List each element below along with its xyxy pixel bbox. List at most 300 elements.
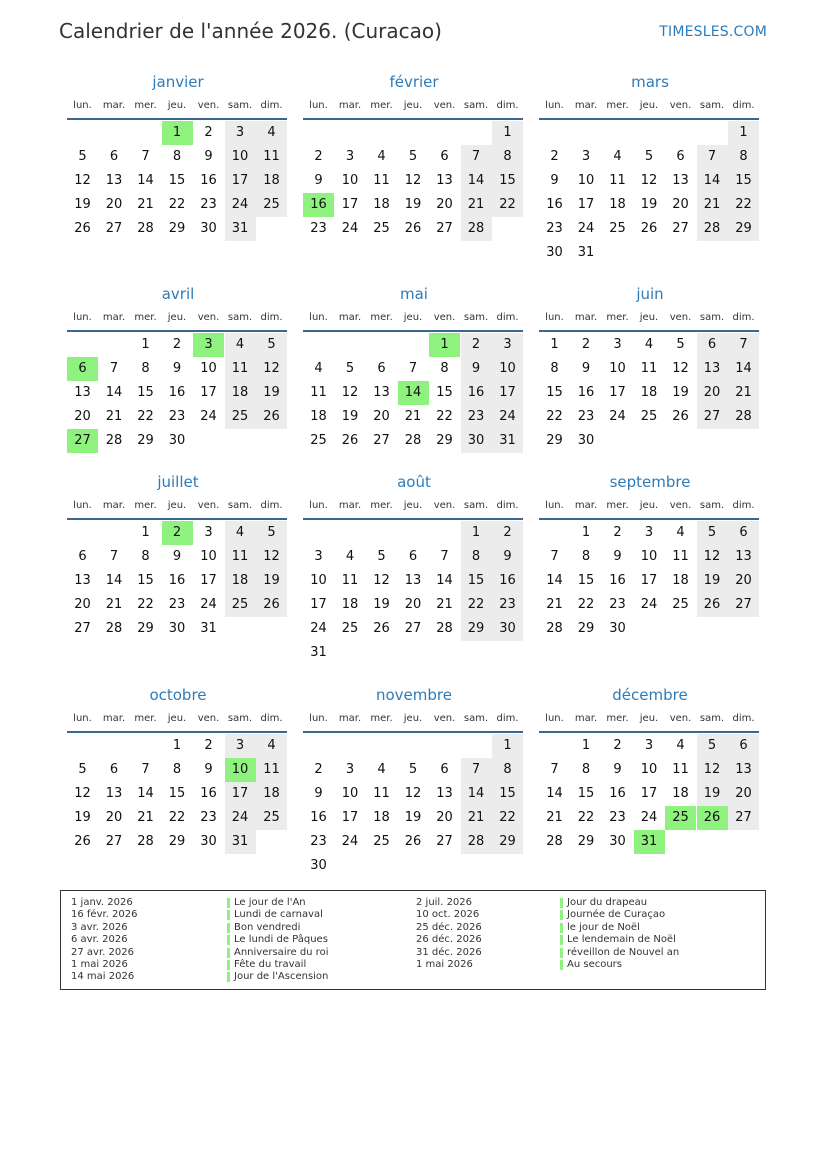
day-cell: 20 [404, 597, 422, 612]
day-cell: 17 [577, 197, 595, 212]
month-divider [67, 731, 287, 733]
day-cell: 6 [676, 149, 685, 164]
day-cell: 10 [640, 549, 658, 564]
day-cell: 23 [492, 593, 523, 617]
day-cell: 2 [204, 738, 213, 753]
day-cell: 31 [310, 645, 327, 660]
month-name: octobre [149, 686, 207, 704]
legend-holiday-name: réveillon de Nouvel an [567, 946, 680, 958]
day-cell: 11 [225, 545, 256, 569]
day-cell: 29 [168, 221, 186, 236]
day-cell: 6 [440, 762, 449, 777]
day-cell: 12 [672, 361, 689, 376]
day-cell: 20 [697, 381, 728, 405]
day-cell: 4 [676, 525, 685, 540]
weekday-label: lun. [545, 713, 564, 724]
legend-date: 14 mai 2026 [71, 971, 135, 983]
day-cell: 30 [492, 617, 523, 641]
day-cell: 26 [672, 409, 689, 424]
day-cell: 28 [404, 433, 422, 448]
day-cell: 10 [200, 549, 217, 564]
weekday-label: jeu. [167, 713, 187, 724]
weekday-label: mer. [370, 713, 393, 724]
legend-holiday-name: Le lundi de Pâques [234, 934, 328, 946]
legend-holiday-name: Journée de Curaçao [567, 909, 666, 921]
day-cell: 18 [310, 409, 327, 424]
day-cell: 24 [341, 834, 359, 849]
day-cell: 8 [492, 758, 523, 782]
day-cell: 26 [697, 593, 728, 617]
day-cell: 11 [373, 786, 390, 801]
day-cell: 27 [436, 834, 453, 849]
holiday-legend [60, 890, 766, 990]
day-cell: 23 [609, 597, 626, 612]
day-cell: 12 [74, 173, 91, 188]
day-cell: 20 [105, 810, 123, 825]
weekday-label: sam. [227, 312, 253, 323]
day-cell: 4 [613, 149, 622, 164]
day-cell: 28 [137, 221, 154, 236]
day-cell: 2 [314, 762, 323, 777]
month-name: mars [631, 73, 669, 91]
legend-date: 10 oct. 2026 [416, 909, 480, 921]
weekday-label: jeu. [639, 100, 659, 111]
weekday-label: mar. [574, 500, 598, 511]
day-cell: 21 [697, 193, 728, 217]
day-cell: 24 [492, 405, 523, 429]
day-cell: 24 [225, 193, 256, 217]
month-name: avril [161, 285, 195, 303]
day-cell: 4 [225, 521, 256, 545]
day-cell: 15 [577, 573, 595, 588]
day-cell: 16 [168, 385, 186, 400]
weekday-label: dim. [496, 100, 519, 111]
day-cell: 15 [168, 786, 186, 801]
legend-date: 2 juil. 2026 [416, 897, 473, 908]
day-cell: 25 [225, 405, 256, 429]
day-cell: 13 [728, 545, 759, 569]
day-cell: 16 [461, 381, 492, 405]
day-cell: 20 [728, 569, 759, 593]
day-cell: 22 [168, 810, 186, 825]
month-name: janvier [152, 73, 204, 91]
day-cell: 24 [200, 597, 217, 612]
holiday-day-cell: 1 [162, 121, 193, 145]
day-cell: 2 [550, 149, 559, 164]
day-cell: 28 [105, 433, 123, 448]
legend-holiday-name: Fête du travail [234, 959, 307, 970]
legend-color-marker [227, 910, 230, 920]
weekday-label: mar. [338, 500, 362, 511]
day-cell: 13 [105, 173, 123, 188]
month-divider [303, 518, 523, 520]
day-cell: 7 [440, 549, 449, 564]
day-cell: 9 [172, 549, 182, 564]
day-cell: 27 [728, 806, 759, 830]
legend-date: 25 déc. 2026 [416, 921, 482, 933]
day-cell: 23 [310, 221, 327, 236]
day-cell: 5 [78, 149, 87, 164]
weekday-label: ven. [433, 713, 456, 724]
day-cell: 19 [697, 569, 728, 593]
month-name: juin [636, 285, 664, 303]
day-cell: 22 [492, 193, 523, 217]
legend-color-marker [560, 935, 563, 945]
day-cell: 17 [225, 782, 256, 806]
month-name: août [397, 473, 431, 491]
day-cell: 28 [137, 834, 154, 849]
weekday-label: ven. [433, 500, 456, 511]
weekday-label: mar. [102, 500, 126, 511]
weekday-label: lun. [309, 500, 328, 511]
day-cell: 27 [373, 433, 390, 448]
legend-color-marker [227, 972, 230, 982]
day-cell: 13 [105, 786, 123, 801]
month-divider [539, 118, 759, 120]
day-cell: 31 [225, 830, 256, 854]
weekday-label: jeu. [403, 713, 423, 724]
day-cell: 2 [314, 149, 323, 164]
day-cell: 26 [404, 221, 422, 236]
day-cell: 27 [697, 405, 728, 429]
day-cell: 21 [546, 597, 563, 612]
day-cell: 28 [728, 405, 759, 429]
day-cell: 18 [225, 569, 256, 593]
day-cell: 11 [373, 173, 390, 188]
holiday-day-cell: 10 [225, 758, 256, 782]
day-cell: 23 [200, 197, 217, 212]
day-cell: 7 [728, 333, 759, 357]
day-cell: 10 [577, 173, 595, 188]
day-cell: 25 [373, 221, 390, 236]
legend-holiday-name: Lundi de carnaval [234, 909, 323, 921]
month-name: novembre [376, 686, 452, 704]
day-cell: 6 [728, 734, 759, 758]
day-cell: 26 [74, 221, 91, 236]
day-cell: 20 [436, 810, 453, 825]
day-cell: 12 [640, 173, 658, 188]
day-cell: 22 [137, 597, 154, 612]
day-cell: 4 [377, 149, 386, 164]
legend-date: 1 janv. 2026 [71, 897, 133, 908]
weekday-label: dim. [260, 312, 283, 323]
weekday-label: ven. [669, 713, 692, 724]
day-cell: 21 [546, 810, 563, 825]
weekday-label: mer. [606, 713, 629, 724]
day-cell: 29 [168, 834, 186, 849]
month-11 [539, 686, 761, 886]
weekday-label: lun. [545, 100, 564, 111]
day-cell: 23 [168, 597, 186, 612]
day-cell: 20 [105, 197, 123, 212]
day-cell: 18 [373, 810, 390, 825]
day-cell: 26 [404, 834, 422, 849]
day-cell: 15 [492, 782, 523, 806]
weekday-label: sam. [463, 100, 489, 111]
day-cell: 4 [345, 549, 355, 564]
day-cell: 31 [492, 429, 523, 453]
month-8 [539, 473, 761, 673]
holiday-day-cell: 14 [398, 381, 429, 405]
day-cell: 3 [492, 333, 523, 357]
day-cell: 17 [341, 197, 359, 212]
weekday-label: mar. [338, 312, 362, 323]
legend-holiday-name: Au secours [567, 959, 622, 970]
day-cell: 16 [310, 810, 327, 825]
day-cell: 2 [204, 125, 213, 140]
day-cell: 30 [461, 429, 492, 453]
day-cell: 16 [609, 786, 626, 801]
day-cell: 16 [200, 786, 217, 801]
day-cell: 25 [609, 221, 626, 236]
day-cell: 20 [74, 409, 91, 424]
day-cell: 5 [697, 734, 728, 758]
day-cell: 30 [168, 621, 186, 636]
weekday-label: lun. [309, 100, 328, 111]
day-cell: 5 [256, 333, 287, 357]
day-cell: 8 [141, 361, 150, 376]
day-cell: 3 [225, 734, 256, 758]
day-cell: 8 [461, 545, 492, 569]
day-cell: 27 [672, 221, 689, 236]
weekday-label: mer. [134, 713, 157, 724]
day-cell: 5 [697, 521, 728, 545]
day-cell: 14 [436, 573, 453, 588]
day-cell: 26 [256, 593, 287, 617]
day-cell: 11 [225, 357, 256, 381]
day-cell: 23 [577, 409, 595, 424]
day-cell: 24 [310, 621, 327, 636]
day-cell: 9 [613, 762, 622, 777]
weekday-label: mar. [102, 312, 126, 323]
weekday-label: dim. [260, 100, 283, 111]
day-cell: 10 [609, 361, 626, 376]
day-cell: 15 [728, 169, 759, 193]
day-cell: 29 [492, 830, 523, 854]
weekday-label: mar. [102, 713, 126, 724]
day-cell: 24 [609, 409, 626, 424]
day-cell: 13 [697, 357, 728, 381]
day-cell: 7 [109, 549, 119, 564]
day-cell: 7 [141, 149, 150, 164]
weekday-label: sam. [463, 713, 489, 724]
day-cell: 14 [546, 573, 563, 588]
day-cell: 31 [200, 621, 217, 636]
day-cell: 7 [697, 145, 728, 169]
month-divider [67, 118, 287, 120]
weekday-label: mar. [574, 100, 598, 111]
month-5 [539, 285, 761, 485]
month-name: mai [400, 285, 428, 303]
legend-holiday-name: Jour de l'Ascension [234, 971, 329, 983]
day-cell: 23 [310, 834, 327, 849]
day-cell: 9 [204, 762, 213, 777]
day-cell: 11 [640, 361, 658, 376]
day-cell: 17 [640, 786, 658, 801]
day-cell: 14 [697, 169, 728, 193]
legend-date: 27 avr. 2026 [71, 946, 134, 958]
weekday-label: dim. [496, 713, 519, 724]
holiday-day-cell: 27 [67, 429, 98, 453]
month-divider [539, 731, 759, 733]
day-cell: 5 [408, 149, 418, 164]
day-cell: 9 [613, 549, 622, 564]
day-cell: 17 [225, 169, 256, 193]
month-divider [67, 518, 287, 520]
day-cell: 6 [78, 549, 87, 564]
weekday-label: ven. [197, 713, 220, 724]
day-cell: 4 [377, 762, 386, 777]
day-cell: 25 [256, 806, 287, 830]
day-cell: 12 [74, 786, 91, 801]
day-cell: 25 [341, 621, 359, 636]
day-cell: 11 [341, 573, 359, 588]
day-cell: 19 [672, 385, 689, 400]
day-cell: 21 [137, 197, 154, 212]
day-cell: 10 [640, 762, 658, 777]
day-cell: 16 [168, 573, 186, 588]
weekday-label: mer. [370, 500, 393, 511]
day-cell: 26 [640, 221, 658, 236]
weekday-label: lun. [309, 312, 328, 323]
day-cell: 17 [200, 385, 217, 400]
day-cell: 13 [404, 573, 422, 588]
day-cell: 18 [373, 197, 390, 212]
day-cell: 15 [436, 385, 453, 400]
day-cell: 21 [461, 193, 492, 217]
day-cell: 8 [172, 149, 182, 164]
day-cell: 15 [546, 385, 563, 400]
day-cell: 23 [461, 405, 492, 429]
legend-holiday-name: Le jour de l'An [234, 897, 306, 908]
day-cell: 21 [137, 810, 154, 825]
day-cell: 11 [609, 173, 626, 188]
day-cell: 1 [492, 734, 523, 758]
day-cell: 30 [200, 221, 217, 236]
day-cell: 3 [225, 121, 256, 145]
day-cell: 20 [436, 197, 453, 212]
day-cell: 9 [550, 173, 559, 188]
day-cell: 6 [697, 333, 728, 357]
day-cell: 22 [728, 193, 759, 217]
day-cell: 27 [105, 834, 123, 849]
day-cell: 22 [492, 806, 523, 830]
month-6 [67, 473, 289, 673]
legend-holiday-name: Bon vendredi [234, 921, 301, 933]
weekday-label: mer. [370, 312, 393, 323]
month-3 [67, 285, 289, 485]
weekday-label: jeu. [639, 312, 659, 323]
day-cell: 19 [373, 597, 390, 612]
weekday-label: dim. [732, 312, 755, 323]
weekday-label: jeu. [403, 312, 423, 323]
month-divider [539, 518, 759, 520]
weekday-label: jeu. [167, 100, 187, 111]
day-cell: 22 [436, 409, 453, 424]
day-cell: 19 [256, 569, 287, 593]
month-name: décembre [612, 686, 688, 704]
weekday-label: sam. [227, 500, 253, 511]
day-cell: 1 [728, 121, 759, 145]
day-cell: 17 [200, 573, 217, 588]
day-cell: 18 [609, 197, 626, 212]
weekday-label: mer. [606, 100, 629, 111]
day-cell: 14 [105, 385, 123, 400]
weekday-label: mar. [338, 713, 362, 724]
day-cell: 24 [200, 409, 217, 424]
legend-color-marker [560, 960, 563, 970]
day-cell: 12 [341, 385, 359, 400]
day-cell: 4 [644, 337, 654, 352]
day-cell: 13 [74, 385, 91, 400]
day-cell: 24 [577, 221, 595, 236]
day-cell: 11 [310, 385, 327, 400]
page-title: Calendrier de l'année 2026. (Curacao) [59, 19, 442, 43]
day-cell: 29 [577, 834, 595, 849]
weekday-label: ven. [669, 312, 692, 323]
month-1 [303, 73, 525, 273]
day-cell: 27 [728, 593, 759, 617]
day-cell: 26 [341, 433, 359, 448]
brand-link[interactable]: TIMESLES.COM [659, 24, 767, 40]
legend-date: 1 mai 2026 [71, 959, 128, 970]
day-cell: 27 [105, 221, 123, 236]
day-cell: 22 [137, 409, 154, 424]
day-cell: 2 [172, 337, 182, 352]
day-cell: 5 [676, 337, 685, 352]
legend-color-marker [560, 923, 563, 933]
weekday-label: jeu. [639, 500, 659, 511]
weekday-label: lun. [545, 500, 564, 511]
day-cell: 18 [256, 169, 287, 193]
day-cell: 6 [377, 361, 386, 376]
day-cell: 26 [373, 621, 390, 636]
day-cell: 23 [546, 221, 563, 236]
day-cell: 16 [577, 385, 595, 400]
day-cell: 11 [672, 549, 689, 564]
day-cell: 6 [408, 549, 418, 564]
month-2 [539, 73, 761, 273]
day-cell: 9 [314, 786, 323, 801]
day-cell: 1 [172, 738, 182, 753]
legend-color-marker [227, 935, 230, 945]
day-cell: 16 [492, 569, 523, 593]
weekday-label: dim. [260, 713, 283, 724]
day-cell: 18 [672, 573, 689, 588]
day-cell: 21 [461, 806, 492, 830]
day-cell: 29 [577, 621, 595, 636]
day-cell: 27 [74, 621, 91, 636]
day-cell: 3 [345, 149, 355, 164]
day-cell: 15 [577, 786, 595, 801]
legend-holiday-name: Jour du drapeau [567, 897, 648, 908]
day-cell: 12 [256, 545, 287, 569]
day-cell: 5 [408, 762, 418, 777]
day-cell: 13 [672, 173, 689, 188]
day-cell: 8 [141, 549, 150, 564]
weekday-label: mer. [606, 500, 629, 511]
legend-date: 31 déc. 2026 [416, 946, 482, 958]
day-cell: 19 [74, 197, 91, 212]
day-cell: 8 [172, 762, 182, 777]
day-cell: 20 [672, 197, 689, 212]
day-cell: 29 [137, 433, 154, 448]
day-cell: 3 [204, 525, 213, 540]
legend-color-marker [227, 898, 230, 908]
day-cell: 9 [314, 173, 323, 188]
day-cell: 25 [256, 193, 287, 217]
day-cell: 15 [168, 173, 186, 188]
